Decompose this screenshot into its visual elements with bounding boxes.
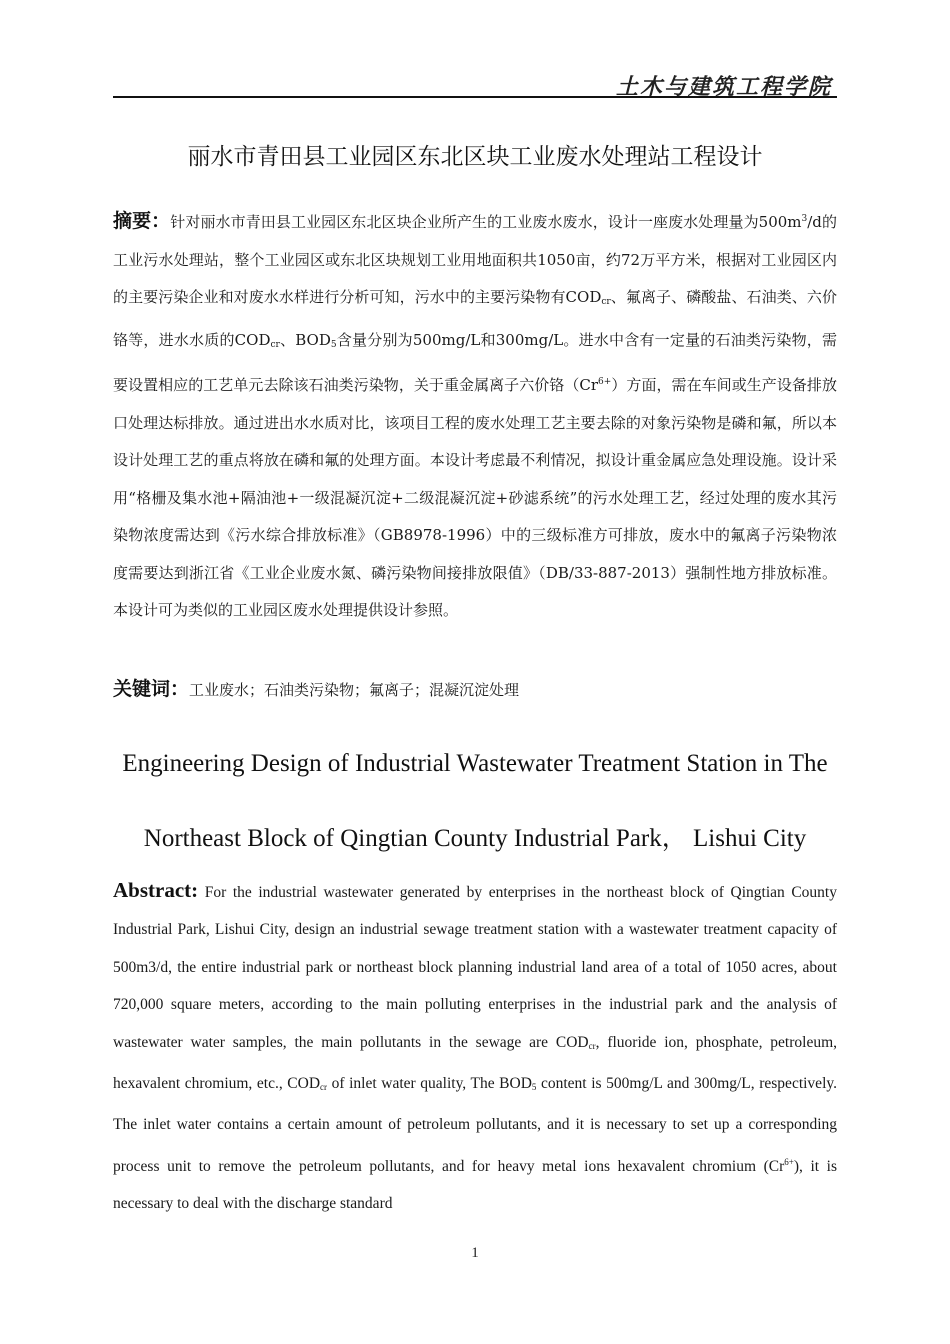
english-abstract-text: content is 500mg/L and 300mg/L, respectively. The inlet water contains a certain amount of petroleum pollutants, and it is necessary to set up a corresponding process unit to remove the petroleum pollutants, and for heavy metal ions hexavalent chromium (Cr <box>113 1075 837 1175</box>
english-title-line: Engineering Design of Industrial Wastewater Treatment Station in The <box>122 750 828 777</box>
chinese-keywords <box>113 673 837 706</box>
subscript: cr <box>588 1040 596 1051</box>
english-abstract-label: Abstract: <box>113 878 199 902</box>
chinese-abstract <box>113 201 837 630</box>
chinese-keywords-label: 关键词： <box>113 678 190 700</box>
page-number: 1 <box>471 1245 479 1261</box>
english-abstract-text: For the industrial wastewater generated by enterprises in the northeast block of Qingtian County Industrial Park, Lishui City, design an industrial sewage treatment station with a wastewater treatment capacity of 500m3/d, the entire industrial park or northeast block planning industrial land area of a total of 1050 acres, about 720,000 square meters, according to the main polluting enterprises in the industrial park and the analysis of wastewater water samples, the main pollutants in the sewage are COD <box>113 884 837 1051</box>
chinese-abstract-text: 含量分别为500mg/L和300mg/L。进水中含有一定量的石油类污染物，需要设置相应的工艺单元去除该石油类污染物，关于重金属离子六价铬（Cr <box>113 330 837 394</box>
english-abstract <box>113 872 837 1223</box>
english-title <box>100 726 850 876</box>
institution-logo: 土木与建筑工程学院 <box>615 74 832 100</box>
chinese-keywords-text: 工业废水；石油类污染物；氟离子；混凝沉淀处理 <box>189 681 520 699</box>
english-abstract-text: of inlet water quality, The BOD <box>327 1075 532 1093</box>
subscript: cr <box>601 297 611 307</box>
chinese-abstract-text: ）方面，需在车间或生产设备排放口处理达标排放。通过进出水水质对比，该项目工程的废水处理工艺主要去除的对象污染物是磷和氟，所以本设计处理工艺的重点将放在磷和氟的处理方面。本设计考虑最不利情况，拟设计重金属应急处理设施。设计采用“格栅及集水池+隔油池+一级混凝沉淀+二级混凝沉淀+砂滤系统”的污水处理工艺，经过处理的废水其污染物浓度需达到《污水综合排放标准》（GB8978-1996）中的三级标准方可排放，废水中的氟离子污染物浓度需要达到浙江省《工业企业废水氮、磷污染物间接排放限值》（DB/33-887-2013）强制性地方排放标准。本设计可为类似的工业园区废水处理提供设计参照。 <box>113 376 837 619</box>
english-title-line: Northeast Block of Qingtian County Industrial Park， Lishui City <box>143 825 807 852</box>
chinese-abstract-text: 、氟离子、磷酸盐、石油类、六价铬等，进水水质的COD <box>113 288 837 349</box>
superscript: 6+ <box>598 377 612 387</box>
english-abstract-text: ), it is necessary to deal with the discharge standard <box>113 1157 837 1213</box>
header-divider <box>113 96 837 98</box>
chinese-abstract-label: 摘要： <box>113 210 171 232</box>
chinese-abstract-text: 针对丽水市青田县工业园区东北区块企业所产生的工业废水废水，设计一座废水处理量为500m <box>170 213 802 231</box>
english-abstract-text: , fluoride ion, phosphate, petroleum, hexavalent chromium, etc., COD <box>113 1033 838 1093</box>
subscript: cr <box>270 339 280 350</box>
subscript: cr <box>320 1082 328 1093</box>
superscript: 6+ <box>784 1156 794 1167</box>
subscript: 5 <box>330 339 337 350</box>
chinese-abstract-text: /d的工业污水处理站，整个工业园区或东北区块规划工业用地面积共1050亩，约72万平方米，根据对工业园区内的主要污染企业和对废水水样进行分析可知，污水中的主要污染物有COD <box>113 213 837 306</box>
chinese-title: 丽水市青田县工业园区东北区块工业废水处理站工程设计 <box>187 144 763 170</box>
superscript: 3 <box>801 214 808 224</box>
subscript: 5 <box>531 1082 537 1093</box>
chinese-abstract-text: 、BOD <box>279 330 331 349</box>
